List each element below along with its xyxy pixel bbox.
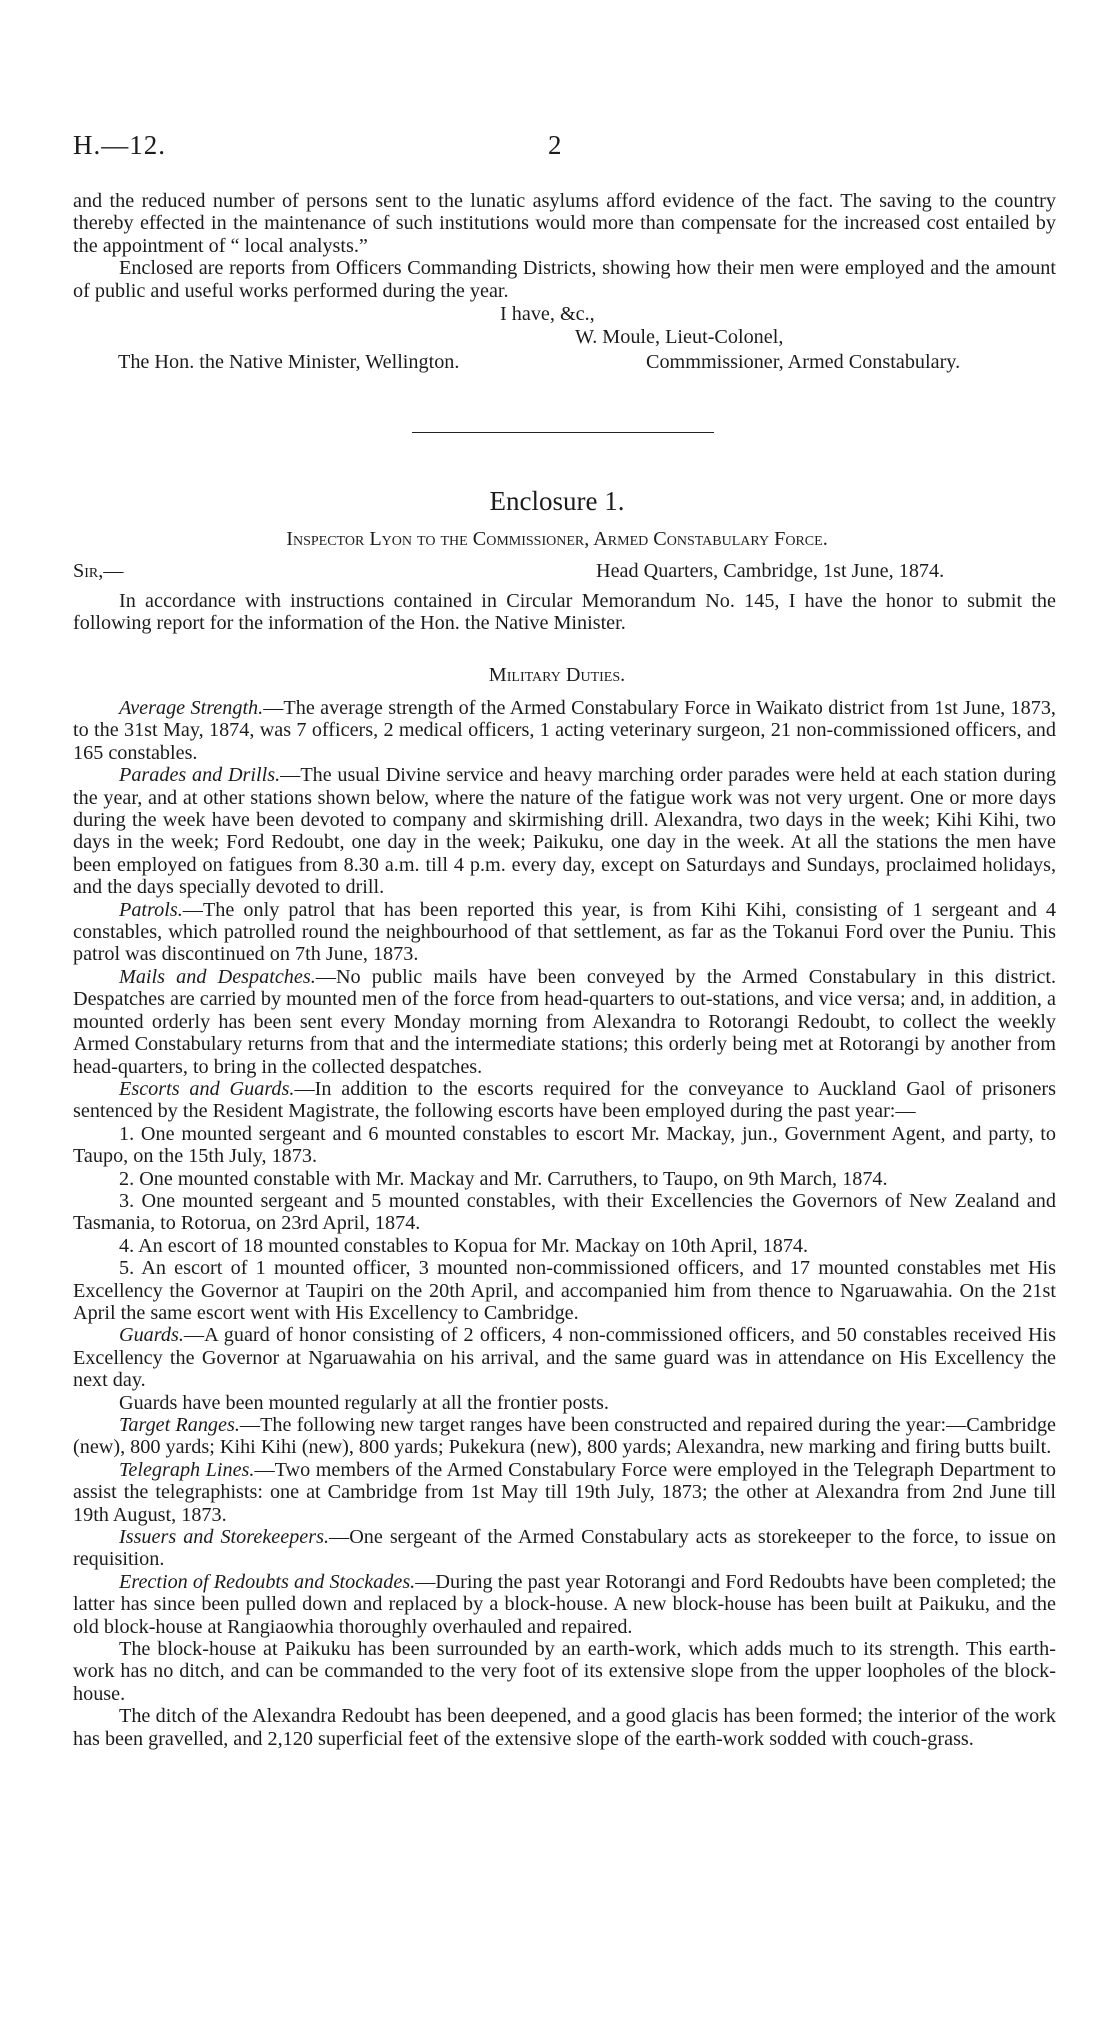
report-paragraph [73,966,1056,1078]
letter-signature: W. Moule, Lieut-Colonel, [575,326,784,348]
salutation: Sir,— [73,560,124,582]
letter-signer-title: Commmissioner, Armed Constabulary. [646,351,961,373]
report-paragraph [73,764,1056,898]
place-date: Head Quarters, Cambridge, 1st June, 1874. [596,560,945,582]
paragraph-heading: Patrols. [119,898,183,921]
document-code: H.—12. [73,130,166,160]
report-paragraph [73,1168,1056,1190]
report-paragraph [73,1324,1056,1391]
paragraph-text: 1. One mounted sergeant and 6 mounted constables to escort Mr. Mackay, jun., Government Agent, and party, to Taupo, on the 15th July, 1873. [73,1122,1056,1168]
report-paragraph [73,697,1056,764]
report-paragraph [73,1459,1056,1526]
letter-paragraph: Enclosed are reports from Officers Commanding Districts, showing how their men were employed and the amount of public and useful works performed during the year. [73,257,1056,302]
enclosure-from-line: Inspector Lyon to the Commissioner, Armed Constabulary Force. [286,528,828,550]
report-paragraph [73,1705,1056,1750]
paragraph-text: —The only patrol that has been reported this year, is from Kihi Kihi, consisting of 1 sergeant and 4 constables, which patrolled round the neighbourhood of that settlement, as far as the Tokanui Ford over the Puniu. This patrol was discontinued on 7th June, 1873. [73,898,1056,966]
paragraph-text: —During the past year Rotorangi and Ford Redoubts have been completed; the latter has since been pulled down and replaced by a block-house. A new block-house has been built at Paikuku, and the old block-house at Rangiaowhia thoroughly overhauled and repaired. [73,1570,1056,1638]
paragraph-text: —In addition to the escorts required for the conveyance to Auckland Gaol of prisoners sentenced by the Resident Magistrate, the following escorts have been employed during the past year:— [73,1077,1057,1123]
report-paragraph [73,1078,1056,1123]
paragraph-text: —The average strength of the Armed Constabulary Force in Waikato district from 1st June, 1873, to the 31st May, 1874, was 7 officers, 2 medical officers, 1 acting veterinary surgeon, 21 non-commissioned officers, and 165 constables. [73,697,1056,764]
paragraph-text: —The following new target ranges have been constructed and repaired during the year:—Cambridge (new), 800 yards; Kihi Kihi (new), 800 yards; Pukekura (new), 800 yards; Alexandra, new marking and firing butts built. [73,1414,1057,1459]
paragraph-heading: Guards. [119,1324,184,1347]
paragraph-text: —Two members of the Armed Constabulary Force were employed in the Telegraph Department to assist the telegraphists: one at Cambridge from 1st May till 19th July, 1873; the other at Alexandra from 2nd June till 19th August, 1873. [73,1458,1056,1526]
report-body [73,697,1056,1750]
report-paragraph [73,1571,1056,1638]
letter-closing: I have, &c., [500,303,595,325]
paragraph-text: 4. An escort of 18 mounted constables to Kopua for Mr. Mackay on 10th April, 1874. [119,1234,809,1257]
paragraph-heading: Average Strength. [119,697,264,719]
enclosure-intro [73,590,1056,635]
paragraph-heading: Mails and Despatches. [119,965,316,988]
paragraph-text: Guards have been mounted regularly at all the frontier posts. [119,1391,609,1414]
paragraph-text: 5. An escort of 1 mounted officer, 3 mounted non-commissioned officers, and 17 mounted constables met His Excellency the Governor at Taupiri on the 20th April, and accompanied him from thence to Ngaruawahia. On the 21st April the same escort went with His Excellency to Cambridge. [73,1257,1056,1324]
intro-paragraph: In accordance with instructions contained in Circular Memorandum No. 145, I have the honor to submit the following report for the information of the Hon. the Native Minister. [73,590,1056,635]
paragraph-text: —The usual Divine service and heavy marching order parades were held at each station during the year, and at other stations shown below, where the nature of the fatigue work was not very urgent. One or more days during the week have been devoted to company and skirmishing drill. Alexandra, two days in the week; Kihi Kihi, two days in the week; Ford Redoubt, one day in the week; Paikuku, one day in the week. At all the stations the men have been employed on fatigues from 8.30 a.m. till 4 p.m. every day, except on Saturdays and Sundays, proclaimed holidays, and the days specially devoted to drill. [73,764,1056,899]
paragraph-text: The ditch of the Alexandra Redoubt has been deepened, and a good glacis has been formed; the interior of the work has been gravelled, and 2,120 superficial feet of the extensive slope of the earth-work sodded with couch-grass. [73,1705,1056,1750]
letter-body [73,190,1056,302]
section-divider [412,432,714,433]
paragraph-text: —No public mails have been conveyed by the Armed Constabulary in this district. Despatches are carried by mounted men of the force from head-quarters to out-stations, and vice versa; and, in addition, a mounted orderly has been sent every Monday morning from Alexandra to Rotorangi Redoubt, to collect the weekly Armed Constabulary returns from that and the intermediate stations; this orderly being met at Rotorangi by another from head-quarters, to bring in the collected despatches. [73,965,1056,1078]
page-number: 2 [548,130,563,160]
report-paragraph [73,1235,1056,1257]
paragraph-text: 2. One mounted constable with Mr. Mackay and Mr. Carruthers, to Taupo, on 9th March, 1874. [119,1167,888,1190]
paragraph-text: 3. One mounted sergeant and 5 mounted constables, with their Excellencies the Governors of New Zealand and Tasmania, to Rotorua, on 23rd April, 1874. [73,1189,1056,1235]
report-paragraph [73,1414,1056,1459]
letter-paragraph: and the reduced number of persons sent to the lunatic asylums afford evidence of the fact. The saving to the country thereby effected in the maintenance of such institutions would more than compensate for the increased cost entailed by the appointment of “ local analysts.” [73,190,1056,257]
paragraph-heading: Issuers and Storekeepers. [119,1526,330,1549]
paragraph-text: —One sergeant of the Armed Constabulary acts as storekeeper to the force, to issue on requisition. [73,1526,1056,1571]
enclosure-title: Enclosure 1. [489,486,625,516]
report-paragraph [73,899,1056,966]
report-paragraph [73,1190,1056,1235]
paragraph-heading: Telegraph Lines. [119,1458,255,1481]
report-paragraph [73,1257,1056,1324]
paragraph-heading: Parades and Drills. [119,764,281,787]
paragraph-heading: Erection of Redoubts and Stockades. [119,1570,416,1593]
paragraph-text: —A guard of honor consisting of 2 officers, 4 non-commissioned officers, and 50 constables received His Excellency the Governor at Ngaruawahia on his arrival, and the same guard was in attendance on His Excellency the next day. [73,1324,1056,1392]
report-paragraph [73,1638,1056,1705]
paragraph-heading: Target Ranges. [119,1414,240,1436]
report-paragraph [73,1526,1056,1571]
letter-addressee: The Hon. the Native Minister, Wellington. [118,351,460,373]
paragraph-heading: Escorts and Guards. [119,1077,295,1100]
report-paragraph [73,1123,1056,1168]
section-heading: Military Duties. [488,664,626,686]
paragraph-text: The block-house at Paikuku has been surrounded by an earth-work, which adds much to its strength. This earth-work has no ditch, and can be commanded to the very foot of its extensive slope from the upper loopholes of the block-house. [73,1638,1056,1705]
report-paragraph [73,1392,1056,1414]
